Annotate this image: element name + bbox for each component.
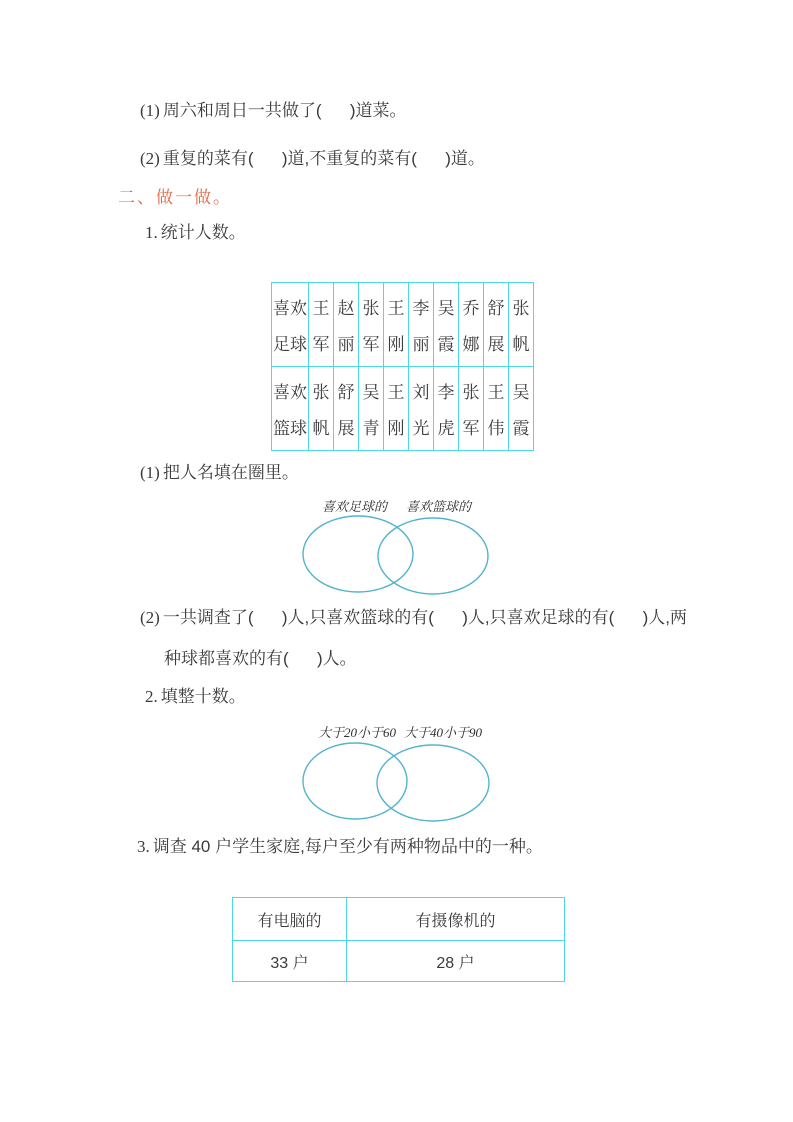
char-line: 刘 xyxy=(412,383,430,402)
char-line: 足球 xyxy=(273,335,307,354)
char-line: 李 xyxy=(412,299,430,318)
item-text: 把人名填在圈里。 xyxy=(162,463,299,482)
venn1-left-label: 喜欢足球的 xyxy=(322,499,388,514)
name-cell xyxy=(509,283,534,367)
char-line: 王 xyxy=(387,383,405,402)
name-cell xyxy=(359,283,384,367)
name-cell-text xyxy=(334,289,358,361)
char-line: 光 xyxy=(412,419,430,438)
char-line: 展 xyxy=(337,419,355,438)
name-cell xyxy=(309,283,334,367)
q3-title xyxy=(137,836,543,858)
name-cell-text xyxy=(359,289,383,361)
survey-header-row-cell: 有摄像机的 xyxy=(347,898,565,941)
char-line: 帆 xyxy=(312,419,330,438)
item-number: (2) xyxy=(140,608,160,627)
name-cell-text xyxy=(409,289,433,361)
name-cell-text xyxy=(434,289,458,361)
row-label-cell xyxy=(272,367,309,451)
names-table-row xyxy=(272,283,534,367)
char-line: 舒 xyxy=(337,383,355,402)
name-cell xyxy=(384,283,409,367)
char-line: 张 xyxy=(462,383,480,402)
name-cell-text xyxy=(484,373,508,445)
question-text: 调查 40 户学生家庭,每户至少有两种物品中的一种。 xyxy=(152,837,543,856)
venn2-diagram xyxy=(300,740,492,824)
names-table-row xyxy=(272,367,534,451)
char-line: 王 xyxy=(312,299,330,318)
char-line: 吴 xyxy=(512,383,530,402)
survey-value-row-cell: 28 户 xyxy=(347,941,565,982)
item-number: (1) xyxy=(140,463,160,482)
char-line: 帆 xyxy=(512,335,530,354)
name-cell-text xyxy=(459,289,483,361)
char-line: 乔 xyxy=(462,299,480,318)
name-cell-text xyxy=(409,373,433,445)
char-line: 李 xyxy=(437,383,455,402)
question-number: 1. xyxy=(145,223,158,242)
name-cell-text xyxy=(509,289,533,361)
name-cell xyxy=(409,283,434,367)
char-line: 喜欢 xyxy=(273,299,307,318)
item-number: (1) xyxy=(140,101,160,120)
char-line: 张 xyxy=(512,299,530,318)
char-line: 刚 xyxy=(387,419,405,438)
row-label-cell-text xyxy=(272,373,308,445)
question-number: 3. xyxy=(137,837,150,856)
survey-value-row-cell: 33 户 xyxy=(233,941,347,982)
venn1-right-ellipse xyxy=(378,518,488,594)
char-line: 舒 xyxy=(487,299,505,318)
name-cell xyxy=(359,367,384,451)
names-table xyxy=(271,282,534,451)
char-line: 王 xyxy=(487,383,505,402)
char-line: 青 xyxy=(362,419,380,438)
char-line: 赵 xyxy=(337,299,355,318)
char-line: 军 xyxy=(312,335,330,354)
char-line: 吴 xyxy=(362,383,380,402)
question-text: 统计人数。 xyxy=(160,223,246,242)
name-cell xyxy=(509,367,534,451)
name-cell xyxy=(484,283,509,367)
char-line: 吴 xyxy=(437,299,455,318)
name-cell xyxy=(434,283,459,367)
section-heading: 二、做一做。 xyxy=(118,188,232,207)
name-cell-text xyxy=(384,289,408,361)
char-line: 展 xyxy=(487,335,505,354)
q2-title xyxy=(145,686,246,708)
char-line: 军 xyxy=(462,419,480,438)
row-label-cell-text xyxy=(272,289,308,361)
row-label-cell xyxy=(272,283,309,367)
q1-sub2-line1 xyxy=(140,607,687,629)
item-text: 重复的菜有( )道,不重复的菜有( )道。 xyxy=(162,149,485,168)
name-cell-text xyxy=(309,373,333,445)
name-cell-text xyxy=(334,373,358,445)
name-cell-text xyxy=(359,373,383,445)
survey-table xyxy=(232,897,565,982)
item-number: (2) xyxy=(140,149,160,168)
name-cell xyxy=(384,367,409,451)
name-cell xyxy=(334,367,359,451)
name-cell xyxy=(459,367,484,451)
char-line: 篮球 xyxy=(273,419,307,438)
char-line: 喜欢 xyxy=(273,383,307,402)
char-line: 王 xyxy=(387,299,405,318)
char-line: 娜 xyxy=(462,335,480,354)
char-line: 军 xyxy=(362,335,380,354)
venn2-right-label: 大于40小于90 xyxy=(404,725,483,740)
name-cell xyxy=(484,367,509,451)
char-line: 伟 xyxy=(487,419,505,438)
survey-header-row xyxy=(233,898,565,941)
name-cell xyxy=(459,283,484,367)
item-text: 种球都喜欢的有( )人。 xyxy=(164,649,357,668)
venn1-right-label: 喜欢篮球的 xyxy=(406,499,472,514)
char-line: 霞 xyxy=(512,419,530,438)
venn2-right-ellipse xyxy=(377,745,489,821)
char-line: 丽 xyxy=(337,335,355,354)
char-line: 张 xyxy=(312,383,330,402)
question-number: 2. xyxy=(145,687,158,706)
char-line: 张 xyxy=(362,299,380,318)
char-line: 丽 xyxy=(412,335,430,354)
q1-sub2-line2 xyxy=(164,648,357,670)
char-line: 虎 xyxy=(437,419,455,438)
question-text: 填整十数。 xyxy=(160,687,246,706)
name-cell xyxy=(309,367,334,451)
name-cell-text xyxy=(459,373,483,445)
char-line: 刚 xyxy=(387,335,405,354)
name-cell-text xyxy=(484,289,508,361)
survey-value-row xyxy=(233,941,565,982)
name-cell-text xyxy=(384,373,408,445)
venn2-left-label: 大于20小于60 xyxy=(318,725,397,740)
name-cell xyxy=(334,283,359,367)
name-cell-text xyxy=(309,289,333,361)
venn1-diagram xyxy=(300,513,492,597)
char-line: 霞 xyxy=(437,335,455,354)
name-cell-text xyxy=(509,373,533,445)
intro-item-1 xyxy=(140,100,407,122)
survey-header-row-cell: 有电脑的 xyxy=(233,898,347,941)
name-cell-text xyxy=(434,373,458,445)
name-cell xyxy=(434,367,459,451)
item-text: 一共调查了( )人,只喜欢篮球的有( )人,只喜欢足球的有( )人,两 xyxy=(162,608,687,627)
intro-item-2 xyxy=(140,148,485,170)
q1-title xyxy=(145,222,246,244)
item-text: 周六和周日一共做了( )道菜。 xyxy=(162,101,407,120)
q1-sub1 xyxy=(140,462,299,484)
name-cell xyxy=(409,367,434,451)
